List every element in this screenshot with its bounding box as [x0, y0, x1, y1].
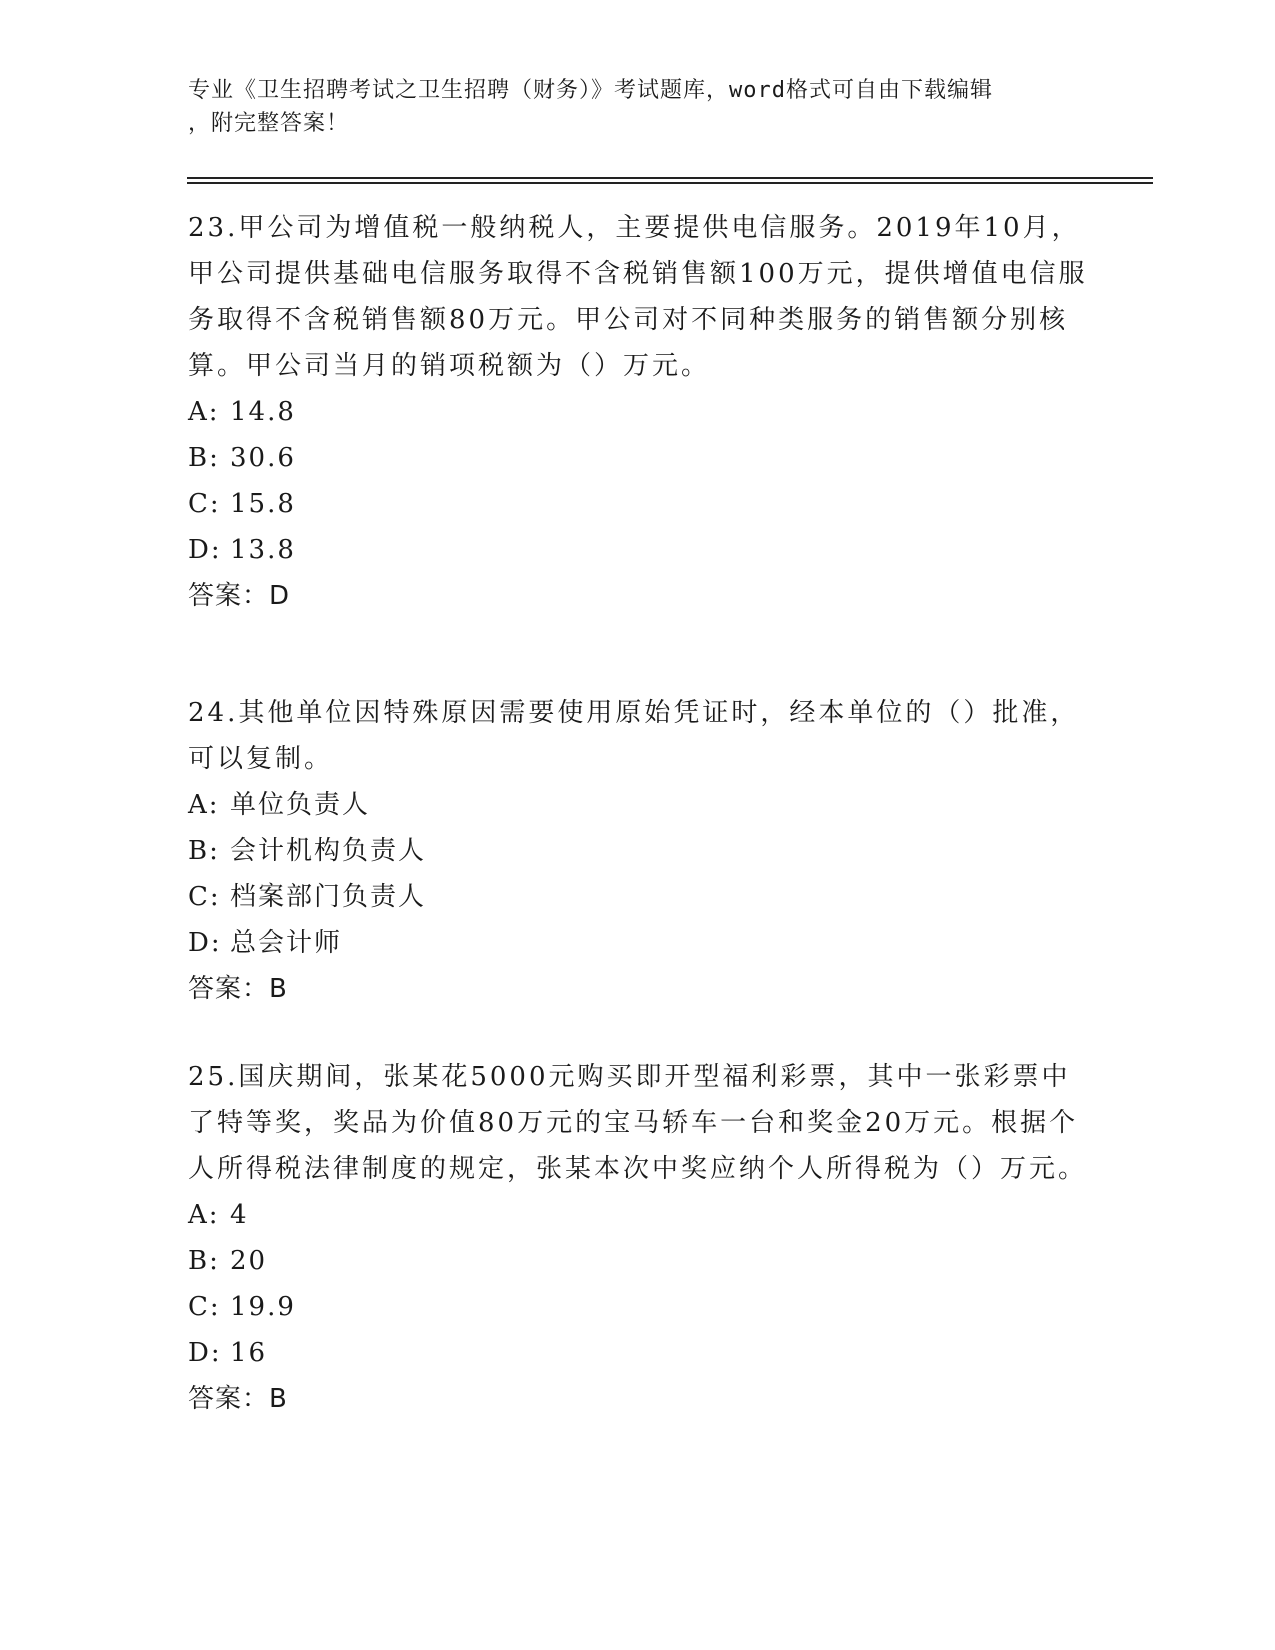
option-text: 会计机构负责人	[230, 836, 427, 866]
question-23	[188, 205, 1088, 619]
document-header	[188, 74, 1068, 140]
question-stem: 25.国庆期间，张某花5000元购买即开型福利彩票，其中一张彩票中了特等奖，奖品为价值80万元的宝马轿车一台和奖金20万元。根据个人所得税法律制度的规定，张某本次中奖应纳个人所得税为（）万元。	[188, 1062, 1088, 1184]
option-c	[188, 481, 1088, 527]
option-d	[188, 1330, 1088, 1376]
question-stem: 23.甲公司为增值税一般纳税人，主要提供电信服务。2019年10月，甲公司提供基础电信服务取得不含税销售额100万元，提供增值电信服务取得不含税销售额80万元。甲公司对不同种类服务的销售额分别核算。甲公司当月的销项税额为（）万元。	[188, 213, 1088, 381]
option-d	[188, 527, 1088, 573]
option-letter: A:	[188, 397, 220, 427]
option-text: 13.8	[230, 535, 296, 565]
option-a	[188, 389, 1088, 435]
option-text: 19.9	[230, 1292, 296, 1322]
option-text: 4	[230, 1200, 249, 1230]
option-b	[188, 828, 1088, 874]
option-text: 单位负责人	[230, 790, 371, 820]
option-letter: C:	[188, 489, 221, 519]
option-a	[188, 1192, 1088, 1238]
option-letter: B:	[188, 443, 220, 473]
option-text: 30.6	[230, 443, 296, 473]
header-divider-top	[187, 177, 1153, 179]
option-letter: D:	[188, 1338, 222, 1368]
option-b	[188, 1238, 1088, 1284]
question-stem: 24.其他单位因特殊原因需要使用原始凭证时，经本单位的（）批准，可以复制。	[188, 698, 1080, 774]
header-line-2: ，附完整答案！	[188, 111, 350, 136]
option-text: 16	[230, 1338, 268, 1368]
option-text: 总会计师	[230, 928, 343, 958]
option-letter: B:	[188, 1246, 220, 1276]
option-b	[188, 435, 1088, 481]
option-text: 档案部门负责人	[230, 882, 427, 912]
question-24	[188, 690, 1088, 1012]
header-line-1: 专业《卫生招聘考试之卫生招聘（财务）》考试题库，word格式可自由下载编辑	[188, 78, 993, 103]
option-letter: C:	[188, 1292, 221, 1322]
question-25	[188, 1054, 1088, 1422]
option-letter: C:	[188, 882, 221, 912]
answer-line: 答案：B	[188, 1384, 288, 1414]
header-divider-bottom	[187, 182, 1153, 184]
option-d	[188, 920, 1088, 966]
option-letter: D:	[188, 928, 222, 958]
option-text: 20	[230, 1246, 268, 1276]
option-c	[188, 874, 1088, 920]
option-text: 14.8	[230, 397, 296, 427]
option-a	[188, 782, 1088, 828]
answer-line: 答案：D	[188, 581, 291, 611]
option-c	[188, 1284, 1088, 1330]
option-letter: B:	[188, 836, 220, 866]
answer-line: 答案：B	[188, 974, 288, 1004]
option-letter: A:	[188, 1200, 220, 1230]
option-letter: D:	[188, 535, 222, 565]
option-text: 15.8	[230, 489, 296, 519]
option-letter: A:	[188, 790, 220, 820]
